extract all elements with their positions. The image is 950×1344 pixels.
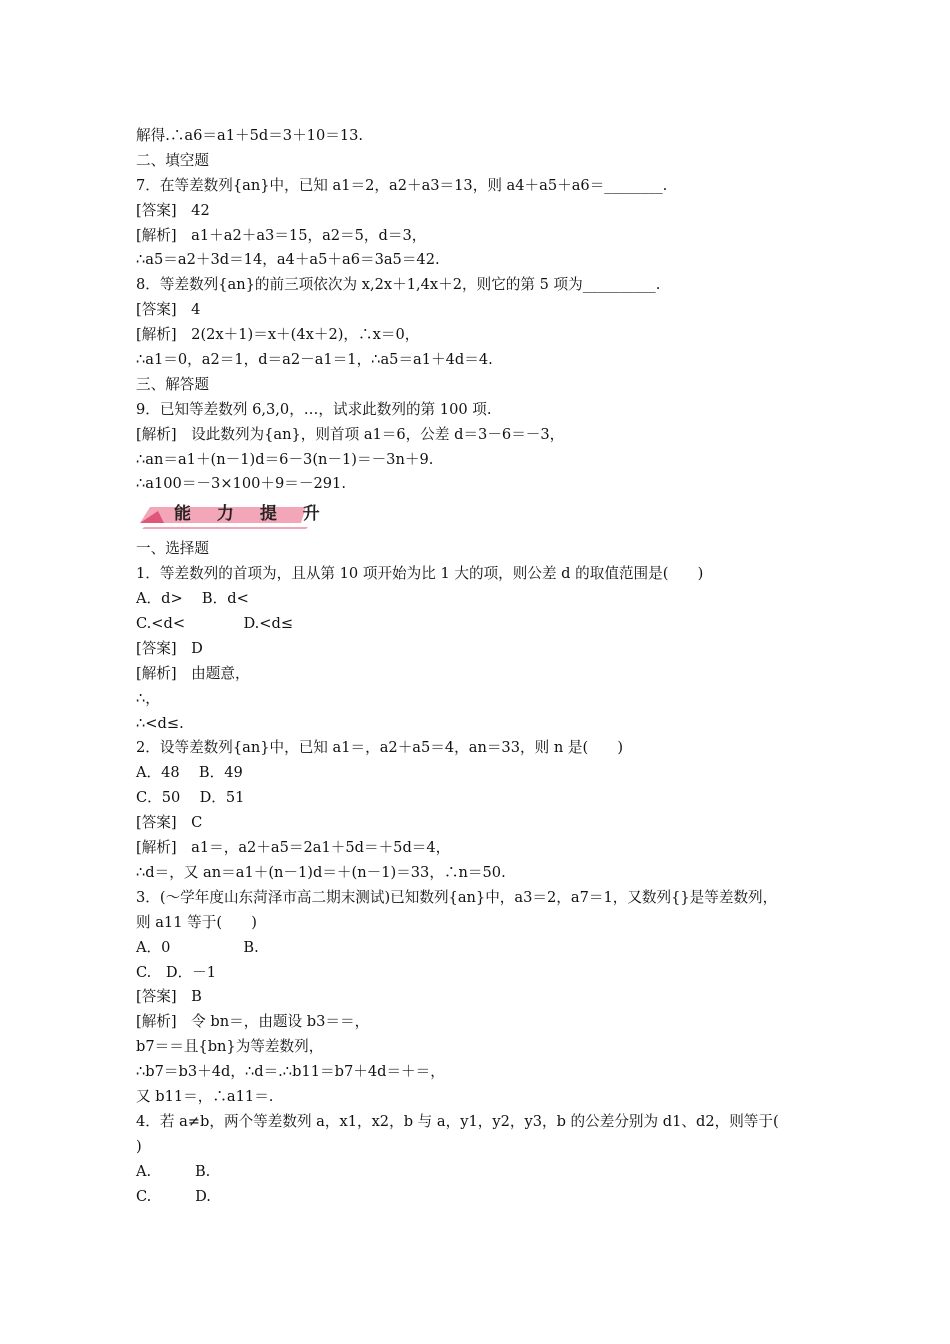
text-line: C. D．－1 (136, 963, 217, 981)
text-line: 又 b11＝，∴a11＝. (136, 1087, 274, 1105)
text-line: 一、选择题 (136, 540, 209, 558)
text-line: ∴a5＝a2＋3d＝14，a4＋a5＋a6＝3a5＝42. (136, 251, 440, 269)
text-line: ∴b7＝b3＋4d，∴d＝.∴b11＝b7＋4d＝＋＝， (136, 1063, 445, 1081)
text-line: A．48 B．49 (136, 764, 243, 782)
text-line: [解析] 2(2x＋1)＝x＋(4x＋2)，∴x＝0， (136, 326, 420, 344)
text-line: ∴<d≤. (136, 714, 184, 732)
text-line: b7＝＝且{bn}为等差数列， (136, 1038, 324, 1056)
text-line: [解析] a1＝，a2＋a5＝2a1＋5d＝＋5d＝4， (136, 839, 451, 857)
text-line: [解析] 由题意， (136, 664, 250, 682)
text-line: ) (136, 1137, 142, 1155)
banner-title: 能 力 提 升 (174, 504, 330, 525)
text-line: 7．在等差数列{an}中，已知 a1＝2，a2＋a3＝13，则 a4＋a5＋a6＝________. (136, 176, 668, 194)
text-line: [答案] 4 (136, 301, 201, 319)
text-line: 二、填空题 (136, 151, 209, 169)
text-line: ∴， (136, 689, 160, 707)
text-line: 9．已知等差数列 6,3,0，…，试求此数列的第 100 项. (136, 400, 492, 418)
text-line: A. B. (136, 1162, 211, 1180)
text-line: [解析] 设此数列为{an}，则首项 a1＝6，公差 d＝3－6＝－3， (136, 425, 565, 443)
text-line: C．50 D．51 (136, 789, 245, 807)
text-line: [答案] 42 (136, 201, 210, 219)
text-line: 解得.∴a6＝a1＋5d＝3＋10＝13. (136, 127, 364, 144)
text-line: [解析] 令 bn＝，由题设 b3＝＝， (136, 1013, 370, 1031)
text-line: [答案] B (136, 988, 202, 1006)
text-line: [解析] a1＋a2＋a3＝15，a2＝5，d＝3， (136, 226, 427, 244)
document-content (136, 124, 836, 1209)
section-bottom (136, 537, 836, 1209)
text-line: C.<d< D.<d≤ (136, 615, 294, 633)
text-line: 则 a11 等于( ) (136, 913, 257, 931)
text-line: 4．若 a≠b，两个等差数列 a，x1，x2，b 与 a，y1，y2，y3，b 的公差分别为 d1、d2，则等于( (136, 1112, 779, 1130)
ability-banner (136, 497, 836, 537)
text-line: ∴a1＝0，a2＝1，d＝a2－a1＝1，∴a5＝a1＋4d＝4. (136, 351, 493, 369)
text-line: C. D. (136, 1187, 211, 1205)
text-line: A．0 B. (136, 938, 259, 956)
text-line: 三、解答题 (136, 375, 209, 393)
text-line: 3．(～学年度山东菏泽市高二期末测试)已知数列{an}中，a3＝2，a7＝1，又数列{}是等差数列， (136, 888, 778, 906)
text-line: 2．设等差数列{an}中，已知 a1＝，a2＋a5＝4，an＝33，则 n 是( ) (136, 739, 624, 757)
text-line: 1．等差数列的首项为，且从第 10 项开始为比 1 大的项，则公差 d 的取值范围是( ) (136, 565, 704, 583)
text-line: 8．等差数列{an}的前三项依次为 x,2x＋1,4x＋2，则它的第 5 项为__________. (136, 276, 661, 294)
text-line: ∴a100＝－3×100＋9＝－291. (136, 475, 346, 493)
text-line: ∴d＝，又 an＝a1＋(n－1)d＝＋(n－1)＝33，∴n＝50. (136, 863, 506, 881)
section-top (136, 124, 836, 497)
text-line: [答案] D (136, 639, 203, 657)
text-line: [答案] C (136, 814, 203, 832)
text-line: ∴an＝a1＋(n－1)d＝6－3(n－1)＝－3n＋9. (136, 450, 434, 468)
text-line: A．d> B．d< (136, 590, 249, 608)
